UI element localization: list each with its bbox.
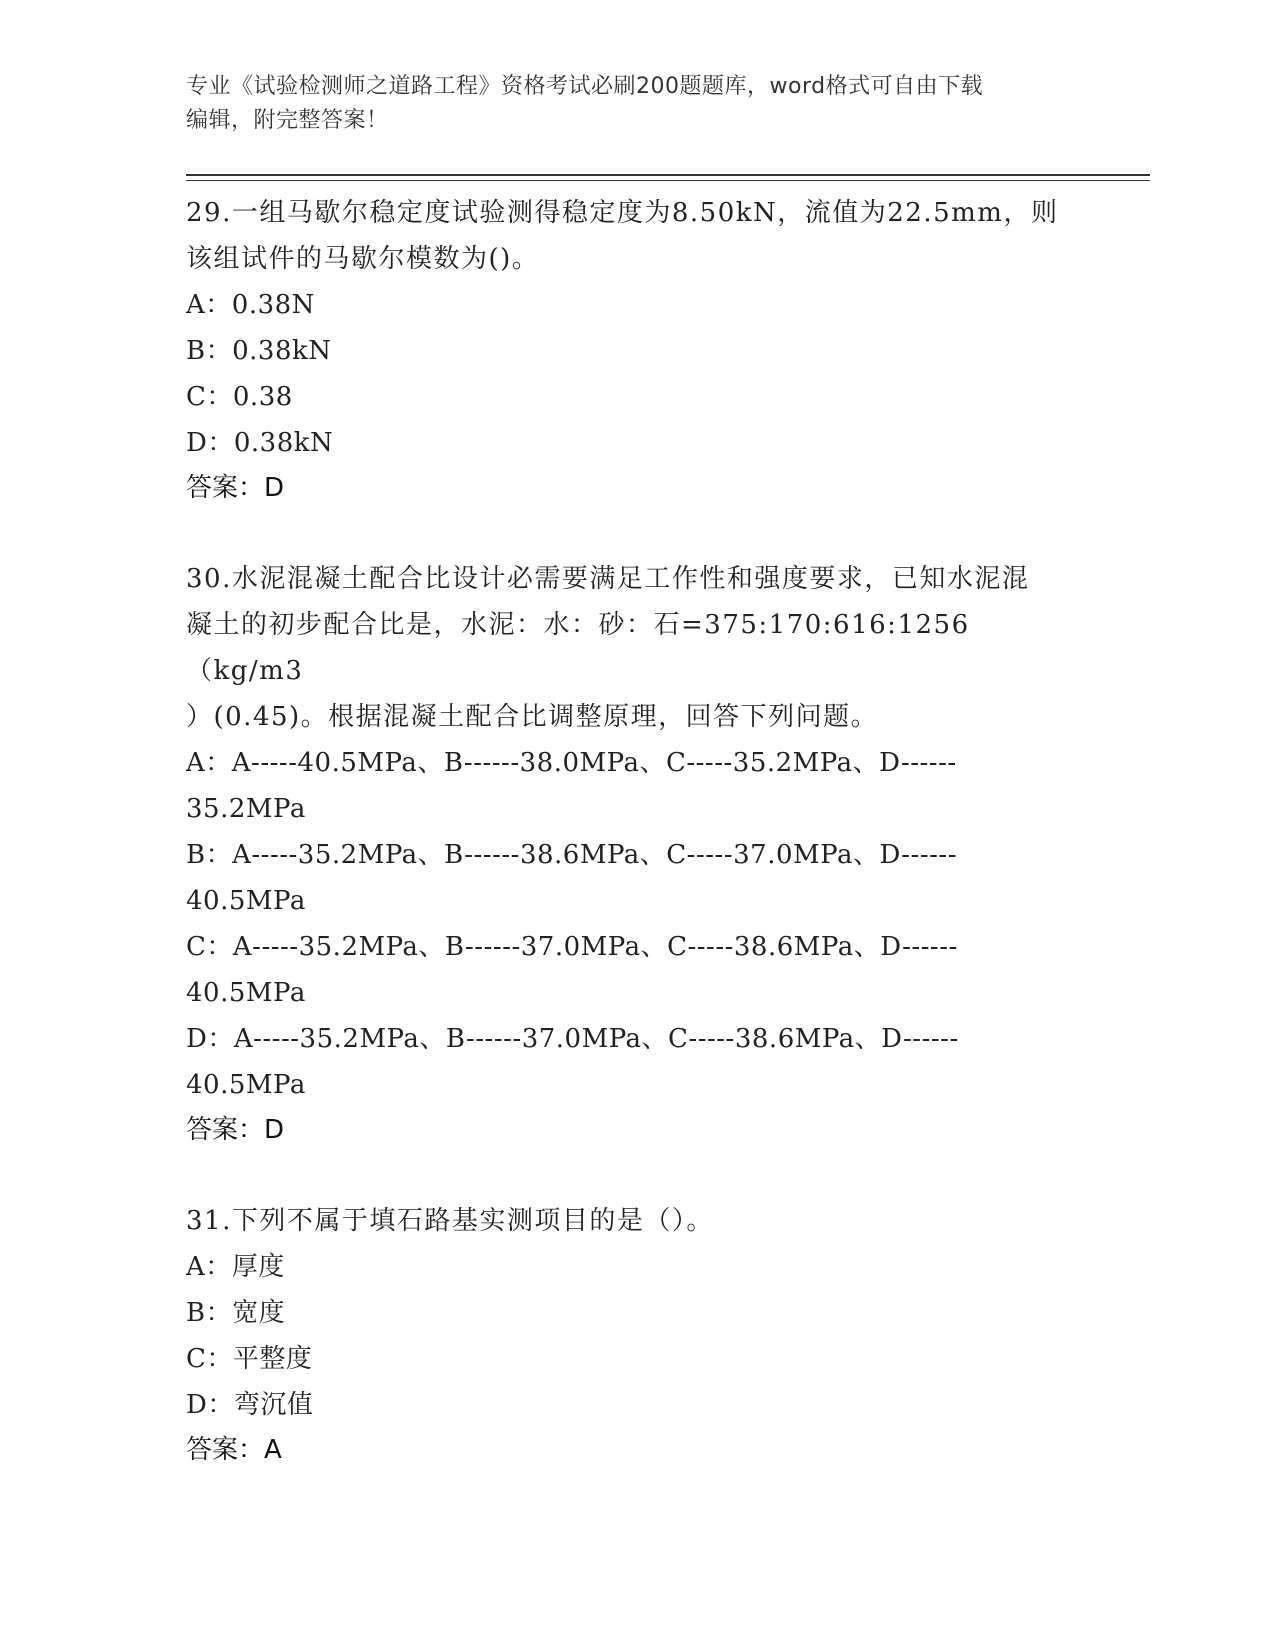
question-list xyxy=(186,190,1066,1472)
document-header xyxy=(186,70,1066,138)
question-stem-line: 该组试件的马歇尔模数为()。 xyxy=(186,244,540,274)
header-rule-thick xyxy=(186,174,1150,176)
question-stem-line: 29.一组马歇尔稳定度试验测得稳定度为8.50kN，流值为22.5mm，则 xyxy=(186,198,1059,228)
option-line: 40.5MPa xyxy=(186,978,306,1008)
option-line: B：A-----35.2MPa、B------38.6MPa、C-----37.0MPa、D------ xyxy=(186,840,957,870)
answer-line: 答案：A xyxy=(186,1435,282,1465)
option-line: A：A-----40.5MPa、B------38.0MPa、C-----35.2MPa、D------ xyxy=(186,748,957,778)
option-line: C：平整度 xyxy=(186,1344,313,1374)
question-stem-line: ）(0.45)。根据混凝土配合比调整原理，回答下列问题。 xyxy=(186,702,879,732)
option-line: 35.2MPa xyxy=(186,794,306,824)
answer-line: 答案：D xyxy=(186,1115,285,1145)
option-line: B：0.38kN xyxy=(186,336,332,366)
option-line: D：A-----35.2MPa、B------37.0MPa、C-----38.6MPa、D------ xyxy=(186,1024,959,1054)
question-stem-line: 凝土的初步配合比是，水泥：水：砂：石=375:170:616:1256（kg/m3 xyxy=(186,610,970,686)
option-line: C：A-----35.2MPa、B------37.0MPa、C-----38.6MPa、D------ xyxy=(186,932,958,962)
header-line-1: 专业《试验检测师之道路工程》资格考试必刷200题题库，word格式可自由下载 xyxy=(186,74,984,99)
question-block xyxy=(186,1198,1066,1472)
header-line-2: 编辑，附完整答案！ xyxy=(186,108,389,133)
option-line: A：0.38N xyxy=(186,290,315,320)
answer-line: 答案：D xyxy=(186,473,285,503)
question-block xyxy=(186,556,1066,1152)
option-line: 40.5MPa xyxy=(186,1070,306,1100)
option-line: 40.5MPa xyxy=(186,886,306,916)
option-line: A：厚度 xyxy=(186,1252,285,1282)
question-stem-line: 31.下列不属于填石路基实测项目的是（）。 xyxy=(186,1206,714,1236)
option-line: D：弯沉值 xyxy=(186,1390,314,1420)
question-stem-line: 30.水泥混凝土配合比设计必需要满足工作性和强度要求，已知水泥混 xyxy=(186,564,1030,594)
header-rule-thin xyxy=(186,180,1150,181)
question-block xyxy=(186,190,1066,510)
question-gap xyxy=(186,1152,1066,1198)
option-line: C：0.38 xyxy=(186,382,293,412)
question-gap xyxy=(186,510,1066,556)
option-line: B：宽度 xyxy=(186,1298,286,1328)
option-line: D：0.38kN xyxy=(186,428,334,458)
